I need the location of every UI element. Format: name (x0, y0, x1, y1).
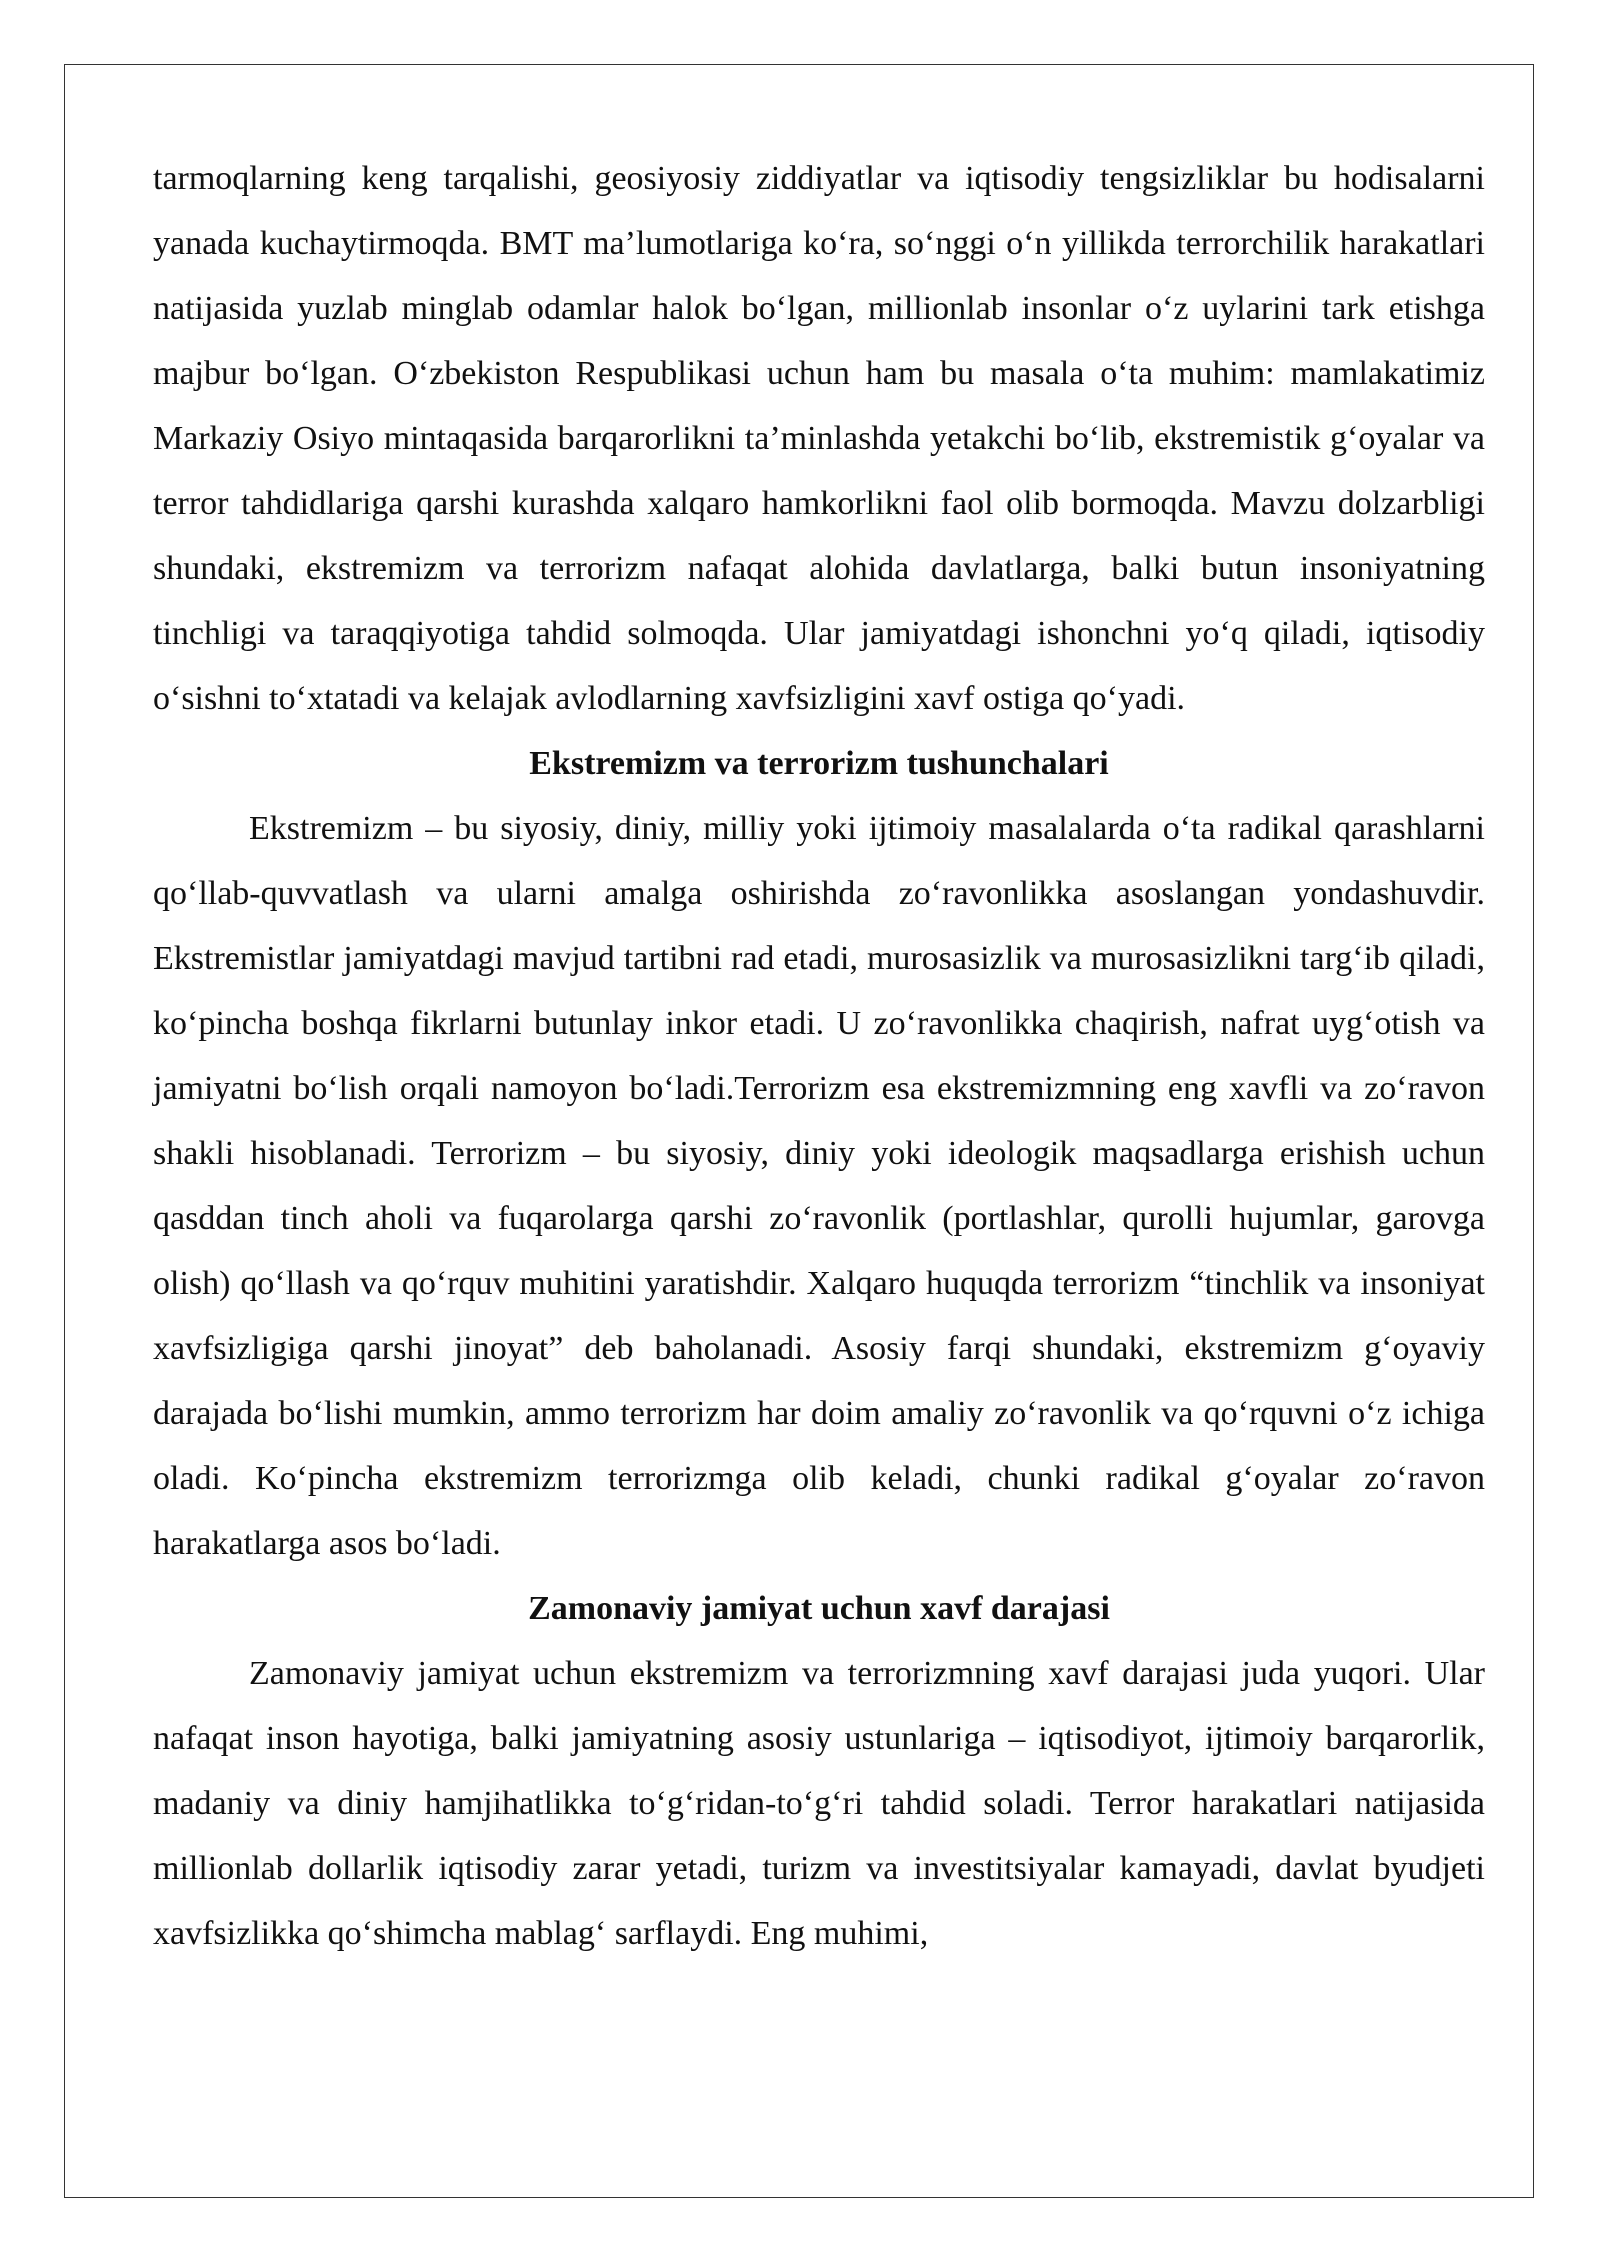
document-body (153, 146, 1485, 1966)
section-heading-concepts: Ekstremizm va terrorizm tushunchalari (529, 745, 1109, 782)
paragraph-concepts: Ekstremizm – bu siyosiy, diniy, milliy yoki ijtimoiy masalalarda o‘ta radikal qarashlarni qo‘llab-quvvatlash va ularni amalga oshirishda zo‘ravonlikka asoslangan yondashuvdir. Ekstremistlar jamiyatdagi mavjud tartibni rad etadi, murosasizlik va murosasizlikni targ‘ib qiladi, ko‘pincha boshqa fikrlarni butunlay inkor etadi. U zo‘ravonlikka chaqirish, nafrat uyg‘otish va jamiyatni bo‘lish orqali namoyon bo‘ladi.Terrorizm esa ekstremizmning eng xavfli va zo‘ravon shakli hisoblanadi. Terrorizm – bu siyosiy, diniy yoki ideologik maqsadlarga erishish uchun qasddan tinch aholi va fuqarolarga qarshi zo‘ravonlik (portlashlar, qurolli hujumlar, garovga olish) qo‘llash va qo‘rquv muhitini yaratishdir. Xalqaro huquqda terrorizm “tinchlik va insoniyat xavfsizligiga qarshi jinoyat” deb baholanadi. Asosiy farqi shundaki, ekstremizm g‘oyaviy darajada bo‘lishi mumkin, ammo terrorizm har doim amaliy zo‘ravonlik va qo‘rquvni o‘z ichiga oladi. Ko‘pincha ekstremizm terrorizmga olib keladi, chunki radikal g‘oyalar zo‘ravon harakatlarga asos bo‘ladi. (153, 810, 1485, 1562)
paragraph-intro-continuation: tarmoqlarning keng tarqalishi, geosiyosiy ziddiyatlar va iqtisodiy tengsizliklar bu hodisalarni yanada kuchaytirmoqda. BMT ma’lumotlariga ko‘ra, so‘nggi o‘n yillikda terrorchilik harakatlari natijasida yuzlab minglab odamlar halok bo‘lgan, millionlab insonlar o‘z uylarini tark etishga majbur bo‘lgan. O‘zbekiston Respublikasi uchun ham bu masala o‘ta muhim: mamlakatimiz Markaziy Osiyo mintaqasida barqarorlikni ta’minlashda yetakchi bo‘lib, ekstremistik g‘oyalar va terror tahdidlariga qarshi kurashda xalqaro hamkorlikni faol olib bormoqda. Mavzu dolzarbligi shundaki, ekstremizm va terrorizm nafaqat alohida davlatlarga, balki butun insoniyatning tinchligi va taraqqiyotiga tahdid solmoqda. Ular jamiyatdagi ishonchni yo‘q qiladi, iqtisodiy o‘sishni to‘xtatadi va kelajak avlodlarning xavfsizligini xavf ostiga qo‘yadi. (153, 160, 1485, 717)
section-heading-danger-level: Zamonaviy jamiyat uchun xavf darajasi (528, 1590, 1110, 1627)
paragraph-danger-level: Zamonaviy jamiyat uchun ekstremizm va terrorizmning xavf darajasi juda yuqori. Ular nafaqat inson hayotiga, balki jamiyatning asosiy ustunlariga – iqtisodiyot, ijtimoiy barqarorlik, madaniy va diniy hamjihatlikka to‘g‘ridan-to‘g‘ri tahdid soladi. Terror harakatlari natijasida millionlab dollarlik iqtisodiy zarar yetadi, turizm va investitsiyalar kamayadi, davlat byudjeti xavfsizlikka qo‘shimcha mablag‘ sarflaydi. Eng muhimi, (153, 1655, 1485, 1952)
